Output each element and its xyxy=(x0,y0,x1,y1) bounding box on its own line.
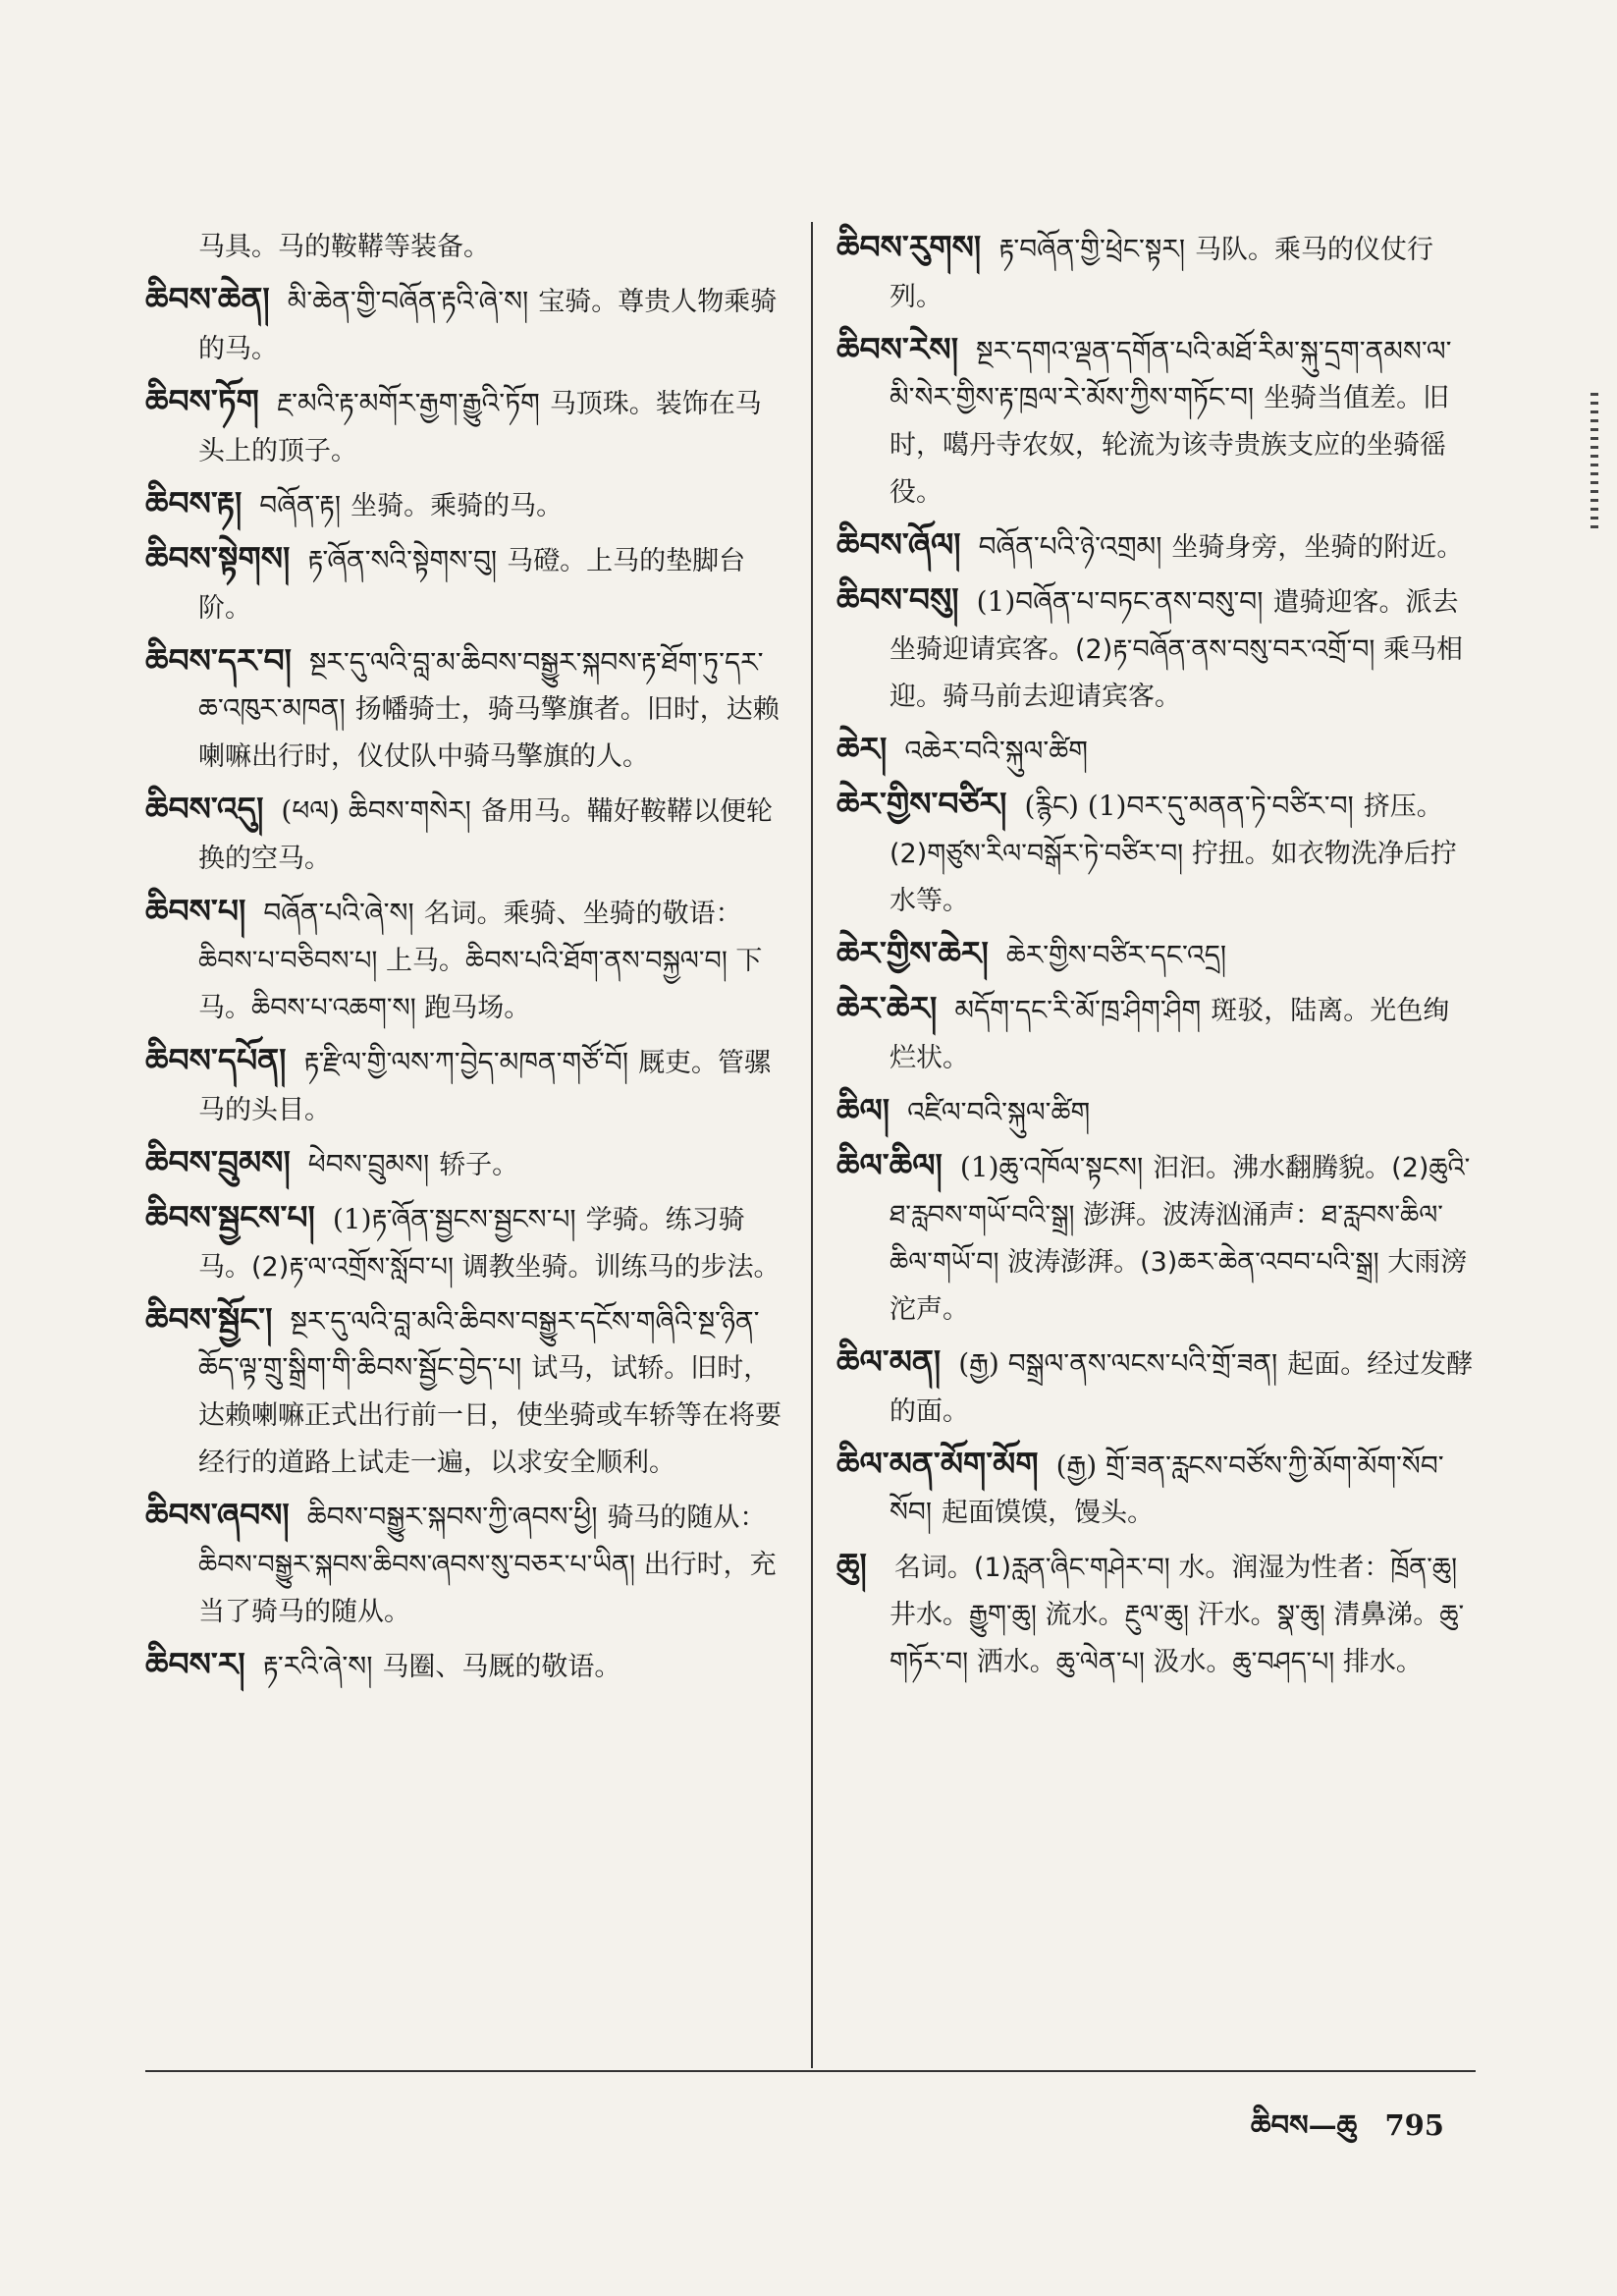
dictionary-entry xyxy=(836,224,1475,320)
dictionary-entry xyxy=(145,1139,783,1188)
chinese-definition: 坐骑当值差。旧时，噶丹寺农奴，轮流为该寺贵族支应的坐骑徭役。 xyxy=(889,383,1450,508)
dictionary-entry xyxy=(145,1296,783,1486)
tibetan-definition: སྔར་དུ་ལའི་བླ་མའི་ཆིབས་བསྒྱུར་དངོས་གཞིའི་སྔ་ཉིན་ཆོད་ལྟ་གྲུ་སྒྲིག་གི་ཆིབས་སྦྱོང་བྱེད་པ། xyxy=(198,1305,760,1384)
headword: ཆིབས་འདུ། xyxy=(145,790,264,828)
column-divider xyxy=(811,222,813,2068)
dictionary-entry xyxy=(145,786,783,882)
chinese-definition: 马队。乘马的仪仗行列。 xyxy=(889,235,1434,312)
headword: ཆིབས་ཞབས། xyxy=(145,1496,290,1534)
chinese-definition: 骑马的随从：ཆིབས་བསྒྱུར་སྐབས་ཆིབས་ཞབས་སུ་བཅར་པ་ཡིན། 出行时，充当了骑马的随从。 xyxy=(198,1503,777,1627)
tibetan-definition: རྟ་རྫིལ་གྱི་ལས་ཀ་བྱེད་མཁན་གཙོ་བོ། xyxy=(303,1046,629,1078)
dictionary-entry xyxy=(145,1492,783,1635)
chinese-definition: 坐骑身旁，坐骑的附近。 xyxy=(1171,532,1464,563)
headword: ཆིབས་སྟེགས། xyxy=(145,539,291,577)
left-column xyxy=(145,224,783,1696)
chinese-definition: 起面馍馍，馒头。 xyxy=(942,1498,1155,1528)
dictionary-entry xyxy=(145,1037,783,1133)
tibetan-definition: མི་ཆེན་གྱི་བཞོན་རྟའི་ཞེ་ས། xyxy=(287,285,529,317)
chinese-definition: 马圈、马厩的敬语。 xyxy=(382,1652,621,1682)
headword: ཆིལ་མན་མོག་མོག xyxy=(836,1445,1039,1483)
tibetan-definition: ཆེར་གྱིས་བཙིར་དང་འདྲ། xyxy=(1005,939,1227,971)
dictionary-entry xyxy=(836,930,1475,979)
right-column xyxy=(836,224,1475,1691)
headword: ཆེར་གྱིས་ཆེར། xyxy=(836,934,989,972)
headword: ཆེར། xyxy=(836,730,888,768)
tibetan-definition: འཆེར་བའི་སྐུལ་ཚིག xyxy=(904,735,1088,767)
headword: ཆིབས་བྲུམས། xyxy=(145,1143,291,1181)
dictionary-entry xyxy=(145,888,783,1031)
chinese-definition: 挤压。(2)གཙུས་རིལ་བསྒོར་ཏེ་བཙིར་བ། 拧扭。如衣物洗净后拧水等。 xyxy=(889,792,1457,916)
chinese-definition: 厩吏。管骡马的头目。 xyxy=(198,1048,772,1125)
headword: ཆིབས་ར། xyxy=(145,1645,245,1683)
page-number: 795 xyxy=(1384,2108,1444,2142)
chinese-definition: 马顶珠。装饰在马头上的顶子。 xyxy=(198,389,762,466)
dictionary-entry xyxy=(836,1087,1475,1136)
tibetan-definition: རྟ་རའི་ཞེ་ས། xyxy=(262,1650,373,1682)
tibetan-definition: རྟ་ཞོན་སའི་སྟེགས་བུ། xyxy=(307,544,498,576)
tibetan-definition: སྔར་དུ་ལའི་བླ་མ་ཆིབས་བསྒྱུར་སྐབས་རྟ་ཐོག་ཏུ་དར་ཆ་འཁུར་མཁན། xyxy=(198,646,764,725)
chinese-definition: 轿子。 xyxy=(439,1150,519,1180)
dictionary-entry xyxy=(836,326,1475,516)
headword: ཆེར་ཆེར། xyxy=(836,989,938,1027)
chinese-definition: 起面。经过发酵的面。 xyxy=(889,1349,1474,1427)
chinese-definition: 学骑。练习骑马。(2)རྟ་ལ་འགྲོས་སློབ་པ། 调教坐骑。训练马的步法。 xyxy=(198,1205,781,1283)
tibetan-definition: མདོག་དང་རི་མོ་ཁྲ་ཤིག་ཤིག xyxy=(954,994,1202,1026)
dictionary-entry xyxy=(836,985,1475,1081)
guide-words: ཆིབས—ཆུ xyxy=(1250,2108,1358,2142)
left-entry-list xyxy=(145,276,783,1690)
dictionary-entry xyxy=(145,276,783,372)
tibetan-definition: (རྒྱ) གྲོ་ཟན་རླངས་བཙོས་ཀྱི་མོག་མོག་སོབ་སོབ། xyxy=(889,1449,1444,1528)
headword: ཆིལ། xyxy=(836,1091,890,1129)
tibetan-definition: (1)ཆུ་འཁོལ་སྟངས། xyxy=(959,1151,1144,1183)
chinese-definition: 汩汩。沸水翻腾貌。(2)ཆུའི་ཐ་རླབས་གཡོ་བའི་སྒྲ། 澎湃。波涛汹涌声：ཐ་རླབས་ཆིལ་ཆིལ་གཡོ་བ། 波涛澎湃。(3)ཆར་ཆེན་འབབ་པའི་སྒྲ། 大雨滂沱声。 xyxy=(889,1153,1471,1325)
dictionary-entry xyxy=(836,576,1475,720)
tibetan-definition: (1)བཞོན་པ་བཏང་ནས་བསུ་བ། xyxy=(976,585,1264,618)
continued-text: 马具。马的鞍鞯等装备。 xyxy=(198,232,490,262)
tibetan-definition: ཕེབས་བྲུམས། xyxy=(307,1148,430,1180)
tibetan-definition: (རྒྱ) བསྒྲལ་ནས་ལངས་པའི་གྲོ་ཟན། xyxy=(958,1347,1278,1380)
chinese-definition: 名词。(1)རླན་ཞིང་གཤེར་བ། 水。润湿为性者：ཁྲོན་ཆུ། 井水。རྒྱུག་ཆུ། 流水。རྔུལ་ཆུ། 汗水。སྣ་ཆུ། 清鼻涕。ཆུ་གཏོར་བ། 洒水。ཆུ་ལེན་པ། 汲水。ཆུ་བཤད་པ། 排水。 xyxy=(889,1553,1465,1677)
headword: ཆིབས་དཔོན། xyxy=(145,1041,287,1079)
chinese-definition: 斑驳，陆离。光色绚烂状。 xyxy=(889,996,1450,1073)
headword: ཆིབས་ཏོག xyxy=(145,382,259,420)
headword: ཆིབས་བསུ། xyxy=(836,580,959,619)
chinese-definition: 宝骑。尊贵人物乘骑的马。 xyxy=(198,287,778,364)
dictionary-entry xyxy=(145,378,783,474)
tibetan-definition: རྔ་མའི་རྟ་མགོར་རྒྱག་རྒྱུའི་ཏོག xyxy=(276,387,540,419)
headword: ཆིབས་རུགས། xyxy=(836,228,982,266)
footer-rule xyxy=(145,2070,1476,2072)
tibetan-definition: འཛིལ་བའི་སྐུལ་ཚིག xyxy=(907,1096,1091,1128)
headword: ཆུ། xyxy=(836,1546,867,1584)
chinese-definition: 坐骑。乘骑的马。 xyxy=(350,491,564,521)
dictionary-entry xyxy=(145,1641,783,1690)
dictionary-entry xyxy=(836,1542,1475,1685)
dictionary-entry xyxy=(836,781,1475,924)
dictionary-entry xyxy=(836,1142,1475,1333)
headword: ཆིབས་ཞོལ། xyxy=(836,525,961,564)
tibetan-definition: བཞོན་རྟ། xyxy=(259,489,342,521)
headword: ཆིབས་པ། xyxy=(145,892,246,930)
headword: ཆིལ་ཆིལ། xyxy=(836,1146,943,1184)
tibetan-definition: (ཕལ) ཆིབས་གསེར། xyxy=(281,794,471,827)
dictionary-entry xyxy=(145,535,783,631)
dictionary-entry xyxy=(836,1339,1475,1435)
tibetan-definition: (རྙིང) (1)བར་དུ་མནན་ཏེ་བཙིར་བ། xyxy=(1024,790,1354,822)
headword: ཆིབས་དར་བ། xyxy=(145,641,292,680)
dictionary-entry xyxy=(836,726,1475,775)
dictionary-entry xyxy=(145,637,783,780)
margin-marks xyxy=(1590,393,1598,530)
chinese-definition: 扬幡骑士，骑马擎旗者。旧时，达赖喇嘛出行时，仪仗队中骑马擎旗的人。 xyxy=(198,694,780,772)
right-entry-list xyxy=(836,224,1475,1685)
headword: ཆིབས་རེས། xyxy=(836,330,959,368)
headword: ཆིབས་ཆེན། xyxy=(145,280,270,318)
tibetan-definition: བཞོན་པའི་ཉེ་འགྲམ། xyxy=(978,530,1162,563)
headword: ཆིལ་མན། xyxy=(836,1342,942,1381)
dictionary-entry xyxy=(836,1441,1475,1536)
headword: ཆེར་གྱིས་བཙིར། xyxy=(836,785,1007,823)
page-footer xyxy=(1233,2094,1444,2174)
headword: ཆིབས་སྦྱོང་། xyxy=(145,1300,273,1339)
tibetan-definition: བཞོན་པའི་ཞེ་ས། xyxy=(263,897,414,929)
tibetan-definition: རྟ་བཞོན་གྱི་ཕྲེང་སྟར། xyxy=(998,233,1186,265)
tibetan-definition: སྔར་དགའ་ལྡན་དགོན་པའི་མཐོ་རིམ་སྐུ་དྲག་ནམས་ལ་མི་སེར་གྱིས་རྟ་ཁྲལ་རེ་མོས་ཀྱིས་གཏོང་བ། xyxy=(889,335,1452,413)
chinese-definition: 备用马。鞴好鞍鞯以便轮换的空马。 xyxy=(198,796,773,874)
headword: ཆིབས་སྦྱངས་པ། xyxy=(145,1198,315,1236)
tibetan-definition: (1)རྟ་ཞོན་སྦྱངས་སྦྱངས་པ། xyxy=(332,1203,576,1235)
chinese-definition: 遣骑迎客。派去坐骑迎请宾客。(2)རྟ་བཞོན་ནས་བསུ་བར་འགྲོ་བ། 乘马相迎。骑马前去迎请宾客。 xyxy=(889,587,1463,712)
dictionary-entry xyxy=(836,521,1475,571)
dictionary-entry xyxy=(145,1194,783,1290)
headword: ཆིབས་རྟ། xyxy=(145,484,243,522)
tibetan-definition: ཆིབས་བསྒྱུར་སྐབས་ཀྱི་ཞབས་ཕྱི། xyxy=(306,1501,598,1533)
chinese-definition: 试马，试轿。旧时，达赖喇嘛正式出行前一日，使坐骑或车轿等在将要经行的道路上试走一遍，以求安全顺利。 xyxy=(198,1353,782,1478)
chinese-definition: 名词。乘骑、坐骑的敬语：ཆིབས་པ་བཅིབས་པ། 上马。ཆིབས་པའི་ཐོག་ནས་བསྐྱལ་བ། 下马。ཆིབས་པ་འཆག་ས། 跑马场。 xyxy=(198,899,763,1023)
chinese-definition: 马磴。上马的垫脚台阶。 xyxy=(198,546,746,624)
dictionary-entry xyxy=(145,480,783,529)
